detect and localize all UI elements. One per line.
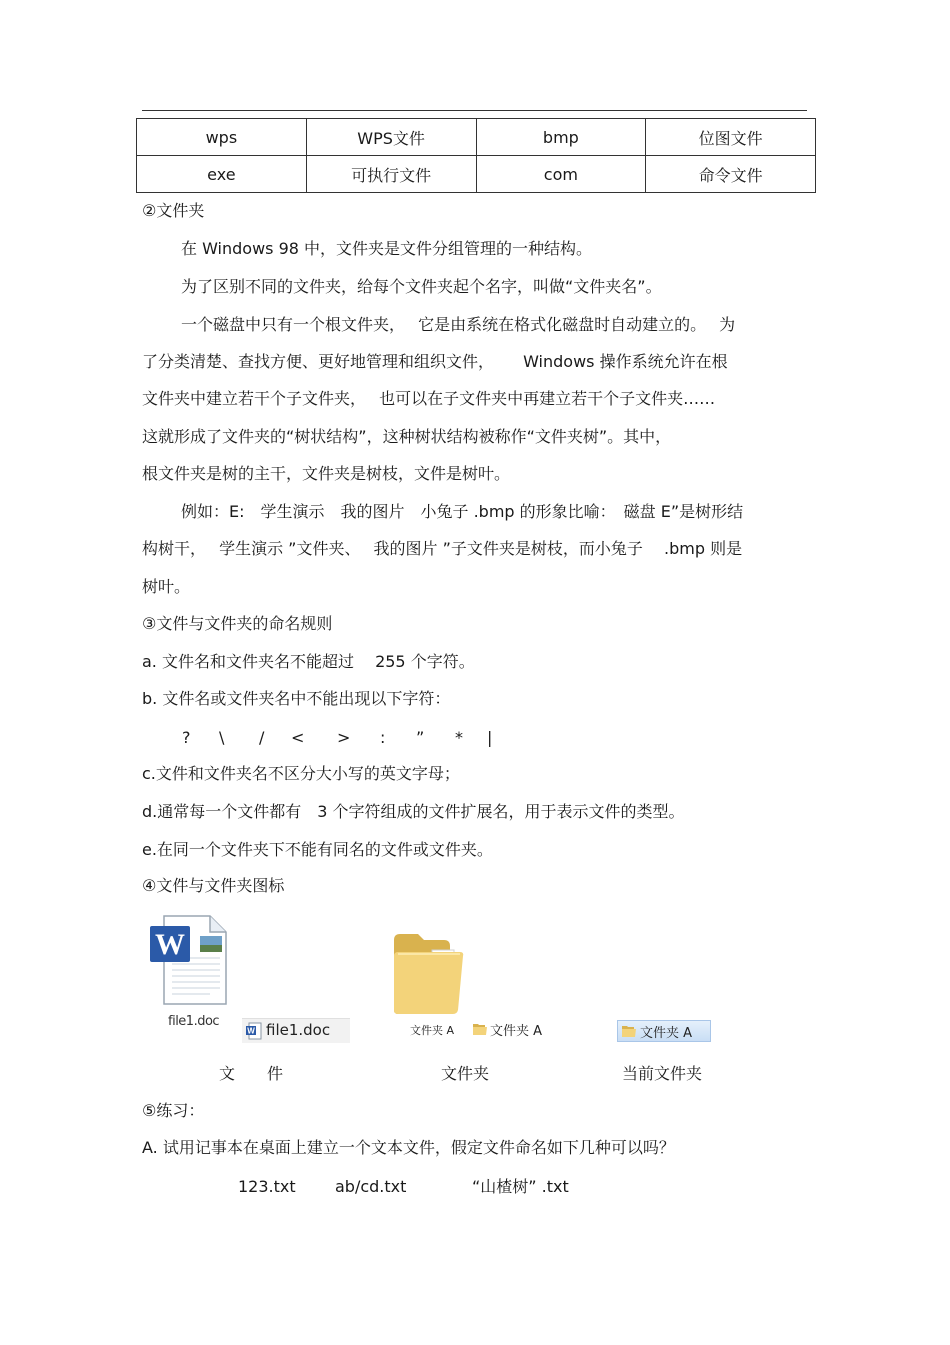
paragraph: 树叶。: [142, 577, 191, 596]
table-row: [137, 119, 816, 156]
header-rule: [142, 110, 807, 111]
table-cell: 位图文件: [646, 119, 816, 156]
paragraph: 了分类清楚、查找方便、更好地管理和组织文件， Windows 操作系统允许在根: [142, 352, 728, 371]
heading-icons: ④文件与文件夹图标: [142, 876, 285, 895]
rule-item: b. 文件名或文件夹名中不能出现以下字符：: [142, 689, 451, 708]
table-cell: WPS文件: [306, 119, 476, 156]
current-folder-item: [617, 1020, 711, 1042]
paragraph: 例如：E: 学生演示 我的图片 小兔子 .bmp 的形象比喻： 磁盘 E”是树形结: [181, 502, 744, 521]
table-cell: bmp: [476, 119, 646, 156]
paragraph: 这就形成了文件夹的“树状结构”，这种树状结构被称作“文件夹树”。其中，: [142, 427, 672, 446]
heading-rules: ③文件与文件夹的命名规则: [142, 614, 333, 633]
caption-file: 文 件: [219, 1064, 284, 1083]
file-list-item: [242, 1018, 350, 1043]
symbol: \: [219, 728, 225, 747]
caption-current-folder: 当前文件夹: [622, 1064, 703, 1083]
svg-text:W: W: [247, 1026, 255, 1036]
folder-list-item-label: 文件夹 A: [490, 1024, 543, 1039]
folder-icon: [390, 930, 466, 1016]
extension-table: [136, 118, 816, 193]
folder-small-icon: [472, 1022, 488, 1036]
symbol: /: [259, 728, 265, 747]
file-list-item-label: file1.doc: [266, 1021, 331, 1039]
caption-folder: 文件夹: [441, 1064, 490, 1083]
practice-question: A. 试用记事本在桌面上建立一个文本文件，假定文件命名如下几种可以吗？: [142, 1138, 675, 1157]
filename-example: ab/cd.txt: [335, 1177, 407, 1196]
symbol: |: [487, 728, 493, 747]
rule-item: c.文件和文件夹名不区分大小写的英文字母；: [142, 764, 460, 783]
folder-list-item: [470, 1018, 554, 1042]
folder-small-icon: [621, 1024, 637, 1038]
symbol: ”: [416, 728, 425, 747]
paragraph: 为了区别不同的文件夹，给每个文件夹起个名字，叫做“文件夹名”。: [181, 277, 662, 296]
heading-folder: ②文件夹: [142, 201, 205, 220]
word-document-icon: [150, 912, 230, 1008]
folder-icon-label: 文件夹 A: [410, 1024, 455, 1037]
paragraph: 文件夹中建立若干个子文件夹， 也可以在子文件夹中再建立若干个子文件夹……: [142, 389, 716, 408]
table-cell: 命令文件: [646, 156, 816, 193]
rule-item: a. 文件名和文件夹名不能超过 255 个字符。: [142, 652, 475, 671]
paragraph: 一个磁盘中只有一个根文件夹， 它是由系统在格式化磁盘时自动建立的。 为: [181, 315, 736, 334]
symbol: *: [455, 728, 463, 747]
table-cell: com: [476, 156, 646, 193]
current-folder-label: 文件夹 A: [640, 1026, 693, 1041]
filename-example: “山楂树” .txt: [472, 1177, 569, 1196]
filename-example: 123.txt: [238, 1177, 296, 1196]
table-row: [137, 156, 816, 193]
symbol: :: [380, 728, 386, 747]
paragraph: 根文件夹是树的主干，文件夹是树枝，文件是树叶。: [142, 464, 511, 483]
rule-item: e.在同一个文件夹下不能有同名的文件或文件夹。: [142, 840, 493, 859]
file-icon-label: file1.doc: [168, 1014, 220, 1029]
paragraph: 构树干， 学生演示 ”文件夹、 我的图片 ”子文件夹是树枝，而小兔子 .bmp 则是: [142, 539, 743, 558]
svg-text:W: W: [155, 928, 185, 961]
heading-practice: ⑤练习：: [142, 1101, 205, 1120]
word-document-small-icon: [246, 1022, 262, 1040]
rule-item: d.通常每一个文件都有 3 个字符组成的文件扩展名，用于表示文件的类型。: [142, 802, 685, 821]
table-cell: exe: [137, 156, 307, 193]
symbol: <: [291, 728, 305, 747]
table-cell: 可执行文件: [306, 156, 476, 193]
paragraph: 在 Windows 98 中，文件夹是文件分组管理的一种结构。: [181, 239, 593, 258]
symbol: ?: [182, 728, 191, 747]
table-cell: wps: [137, 119, 307, 156]
symbol: >: [337, 728, 351, 747]
